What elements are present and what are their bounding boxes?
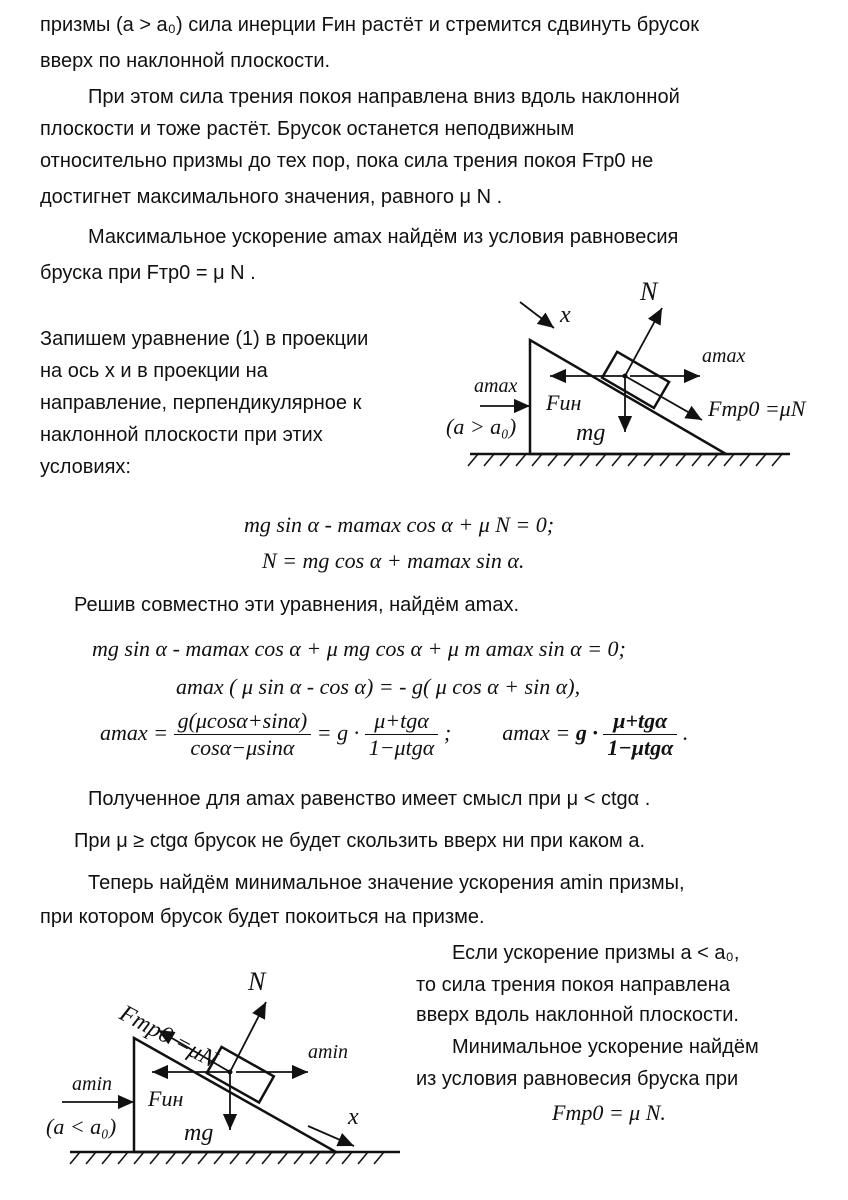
- figure-prism-amin: [40, 950, 410, 1190]
- paragraph-line: Если ускорение призмы a < a₀,: [452, 942, 740, 964]
- paragraph-line: Запишем уравнение (1) в проекции: [40, 328, 369, 350]
- ground-hatching: [468, 454, 782, 466]
- eq5-sep: ;: [443, 719, 452, 745]
- figure-prism-amax: [430, 270, 810, 470]
- axis-x-arrow: [520, 302, 554, 328]
- paragraph-line: Минимальное ускорение найдём: [452, 1036, 759, 1058]
- label-cond: (a > a₀): [446, 414, 517, 439]
- label-x: x: [348, 1104, 359, 1130]
- block: [602, 352, 669, 408]
- paragraph-line: бруска при Fтр0 = μ N .: [40, 262, 256, 284]
- label-x: x: [560, 302, 571, 328]
- paragraph-line: плоскости и тоже растёт. Брусок останется неподвижным: [40, 118, 575, 140]
- fraction-denominator: 1−μtgα: [368, 735, 435, 760]
- eq5-g: g ·: [575, 719, 598, 745]
- label-mg: mg: [576, 420, 606, 446]
- equation-fraction-row: [100, 708, 688, 761]
- fraction-numerator: μ+tgα: [603, 708, 677, 735]
- ground-hatching: [70, 1152, 384, 1164]
- label-Fin: Fин: [546, 390, 582, 415]
- equation: Fтр0 = μ N.: [552, 1100, 666, 1125]
- label-Fin: Fин: [148, 1086, 184, 1111]
- label-N: N: [640, 277, 658, 306]
- paragraph-line: направление, перпендикулярное к: [40, 392, 362, 414]
- fraction-denominator: cosα−μsinα: [190, 735, 295, 760]
- fraction-3: [603, 708, 677, 761]
- paragraph-line: наклонной плоскости при этих: [40, 424, 323, 446]
- paragraph-line: на ось x и в проекции на: [40, 360, 268, 382]
- paragraph-line: относительно призмы до тех пор, пока сила трения покоя Fтр0 не: [40, 150, 654, 172]
- eq5-lhs2: amax =: [502, 719, 571, 745]
- paragraph-line: Решив совместно эти уравнения, найдём amax.: [74, 594, 520, 616]
- eq5-end: .: [682, 719, 689, 745]
- paragraph-line: При μ ≥ ctgα брусок не будет скользить вверх ни при каком a.: [74, 830, 646, 852]
- paragraph-line: Максимальное ускорение amax найдём из условия равновесия: [88, 226, 679, 248]
- label-cond: (a < a₀): [46, 1114, 117, 1139]
- fraction-2: [365, 708, 439, 761]
- paragraph-line: достигнет максимального значения, равного μ N .: [40, 186, 503, 208]
- equation: mg sin α - mamax cos α + μ mg cos α + μ m amax sin α = 0;: [92, 636, 626, 661]
- eq5-lhs: amax =: [100, 719, 168, 745]
- paragraph-line: При этом сила трения покоя направлена вниз вдоль наклонной: [88, 86, 680, 108]
- paragraph-line: условиях:: [40, 456, 131, 478]
- paragraph-line: Полученное для amax равенство имеет смысл при μ < ctgα .: [88, 788, 651, 810]
- fraction-denominator: 1−μtgα: [607, 735, 674, 760]
- eq5-mid: = g ·: [316, 719, 360, 745]
- label-amax-right: amax: [702, 345, 746, 367]
- equation: mg sin α - mamax cos α + μ N = 0;: [244, 512, 555, 537]
- paragraph-line: то сила трения покоя направлена: [416, 974, 730, 996]
- label-mg: mg: [184, 1120, 214, 1146]
- label-amin-right: amin: [308, 1041, 348, 1063]
- fraction-numerator: μ+tgα: [365, 708, 439, 735]
- fraction-1: [174, 708, 312, 761]
- paragraph-line: вверх по наклонной плоскости.: [40, 50, 331, 72]
- label-amax-left: amax: [474, 375, 518, 397]
- paragraph-line: призмы (a > a₀) сила инерции Fин растёт и стремится сдвинуть брусок: [40, 14, 700, 36]
- label-amin-left: amin: [72, 1073, 112, 1095]
- label-Ftr: Fтр0 =μN: [708, 396, 806, 421]
- label-N: N: [248, 967, 266, 996]
- equation: N = mg cos α + mamax sin α.: [262, 548, 525, 573]
- fraction-numerator: g(μcosα+sinα): [174, 708, 312, 735]
- equation: amax ( μ sin α - cos α) = - g( μ cos α + sin α),: [176, 674, 581, 699]
- paragraph-line: Теперь найдём минимальное значение ускорения amin призмы,: [88, 872, 685, 894]
- paragraph-line: вверх вдоль наклонной плоскости.: [416, 1004, 739, 1026]
- paragraph-line: при котором брусок будет покоиться на призме.: [40, 906, 485, 928]
- paragraph-line: из условия равновесия бруска при: [416, 1068, 739, 1090]
- label-Ftr: Fтр0 =μN: [115, 1000, 222, 1074]
